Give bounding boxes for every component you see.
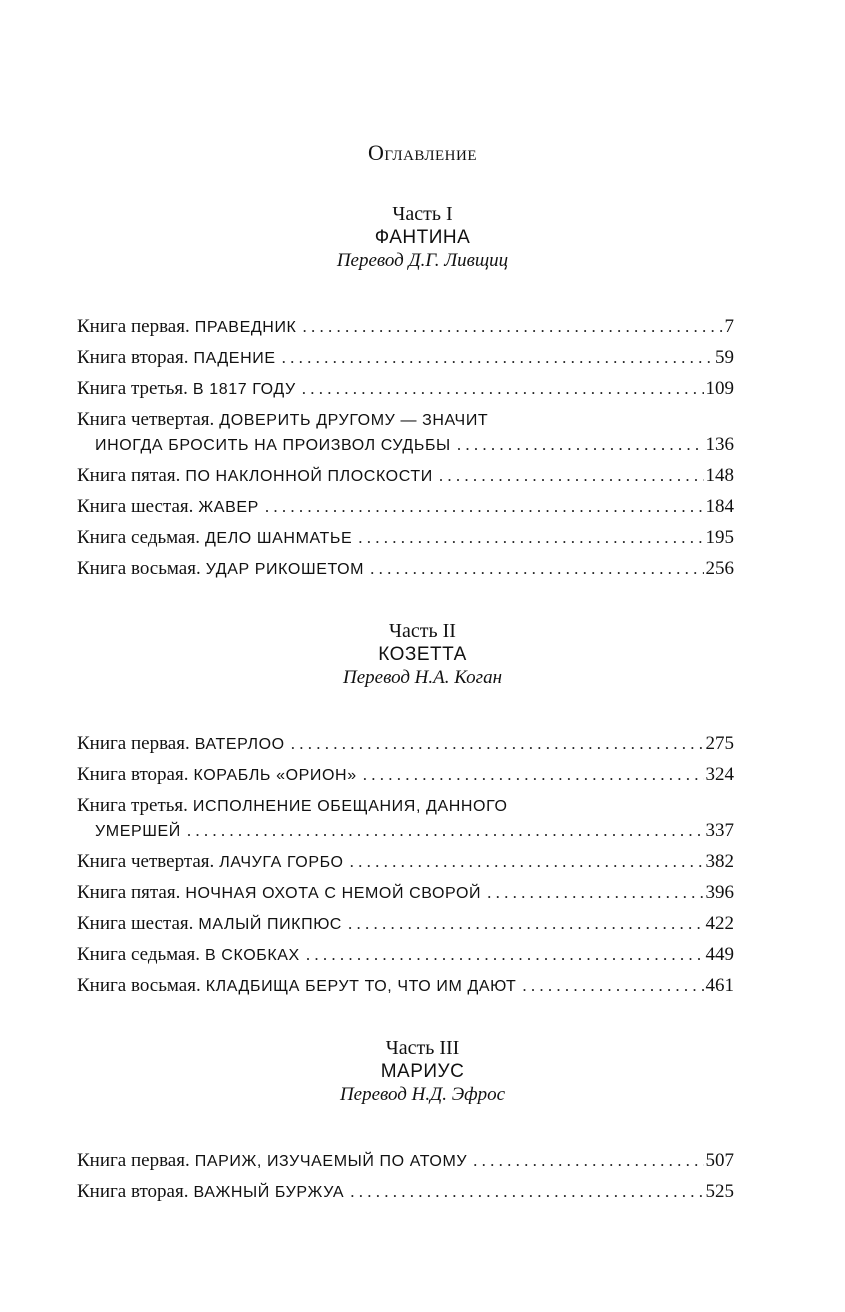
page-number: 148 bbox=[705, 465, 734, 486]
book-label: Книга вторая. bbox=[77, 347, 189, 368]
part-label: Часть I bbox=[392, 203, 453, 225]
book-title: НОЧНАЯ ОХОТА С НЕМОЙ СВОРОЙ bbox=[185, 885, 482, 902]
toc-entry[interactable] bbox=[77, 849, 734, 880]
dot-leader bbox=[473, 1148, 703, 1173]
part-1 bbox=[0, 203, 845, 272]
book-label: Книга первая. bbox=[77, 316, 190, 337]
toc-entry[interactable] bbox=[77, 973, 734, 1004]
part-label: Часть II bbox=[389, 620, 456, 642]
book-label: Книга первая. bbox=[77, 733, 190, 754]
book-label: Книга пятая. bbox=[77, 882, 181, 903]
dot-leader bbox=[358, 525, 703, 550]
part-3-entries bbox=[77, 1148, 734, 1210]
book-label: Книга третья. bbox=[77, 378, 188, 399]
book-title: ПАДЕНИЕ bbox=[193, 350, 276, 367]
book-title: ДОВЕРИТЬ ДРУГОМУ — ЗНАЧИТ bbox=[219, 412, 489, 429]
book-title: ПРАВЕДНИК bbox=[194, 319, 297, 336]
page-number: 449 bbox=[705, 944, 734, 965]
book-title: В СКОБКАХ bbox=[204, 947, 300, 964]
book-title: ПАРИЖ, ИЗУЧАЕМЫЙ ПО АТОМУ bbox=[194, 1153, 468, 1170]
toc-entry[interactable] bbox=[77, 376, 734, 407]
book-title: УДАР РИКОШЕТОМ bbox=[205, 561, 365, 578]
toc-entry[interactable] bbox=[77, 556, 734, 587]
dot-leader bbox=[439, 463, 704, 488]
book-title: ВАЖНЫЙ БУРЖУА bbox=[193, 1184, 345, 1201]
page-number: 275 bbox=[705, 733, 734, 754]
dot-leader bbox=[302, 376, 704, 401]
part-1-entries bbox=[77, 314, 734, 587]
toc-entry[interactable] bbox=[77, 1179, 734, 1210]
book-title: ИСПОЛНЕНИЕ ОБЕЩАНИЯ, ДАННОГО bbox=[192, 798, 508, 815]
page-number: 184 bbox=[705, 496, 734, 517]
part-translator: Перевод Н.А. Коган bbox=[342, 667, 502, 688]
page-number: 525 bbox=[705, 1181, 734, 1202]
page-number: 109 bbox=[705, 378, 734, 399]
toc-entry[interactable] bbox=[77, 793, 734, 849]
page-number: 337 bbox=[705, 820, 734, 841]
book-label: Книга вторая. bbox=[77, 1181, 189, 1202]
page-number: 461 bbox=[705, 975, 734, 996]
toc-entry[interactable] bbox=[77, 731, 734, 762]
book-title: МАЛЫЙ ПИКПЮС bbox=[198, 916, 342, 933]
book-label: Книга шестая. bbox=[77, 913, 194, 934]
toc-entry[interactable] bbox=[77, 407, 734, 463]
toc-entry[interactable] bbox=[77, 463, 734, 494]
book-title: КОРАБЛЬ «ОРИОН» bbox=[193, 767, 357, 784]
dot-leader bbox=[522, 973, 703, 998]
part-translator: Перевод Д.Г. Ливщиц bbox=[336, 250, 509, 271]
toc-title: Оглавление bbox=[367, 140, 478, 165]
dot-leader bbox=[487, 880, 703, 905]
dot-leader bbox=[291, 731, 704, 756]
book-label: Книга четвертая. bbox=[77, 851, 215, 872]
part-translator: Перевод Н.Д. Эфрос bbox=[339, 1084, 506, 1105]
toc-entry[interactable] bbox=[77, 880, 734, 911]
dot-leader bbox=[187, 818, 704, 843]
toc-entry[interactable] bbox=[77, 911, 734, 942]
toc-entry[interactable] bbox=[77, 942, 734, 973]
book-label: Книга четвертая. bbox=[77, 409, 215, 430]
toc-entry[interactable] bbox=[77, 762, 734, 793]
dot-leader bbox=[302, 314, 722, 339]
dot-leader bbox=[457, 432, 704, 457]
page-number: 256 bbox=[705, 558, 734, 579]
dot-leader bbox=[350, 1179, 703, 1204]
book-title-continued: ИНОГДА БРОСИТЬ НА ПРОИЗВОЛ СУДЬБЫ bbox=[95, 437, 451, 454]
toc-entry[interactable] bbox=[77, 1148, 734, 1179]
page-number: 422 bbox=[705, 913, 734, 934]
book-title-continued: УМЕРШЕЙ bbox=[95, 823, 181, 840]
dot-leader bbox=[370, 556, 703, 581]
dot-leader bbox=[265, 494, 704, 519]
page-number: 507 bbox=[705, 1150, 734, 1171]
book-label: Книга вторая. bbox=[77, 764, 189, 785]
dot-leader bbox=[363, 762, 704, 787]
toc-entry[interactable] bbox=[77, 494, 734, 525]
book-label: Книга третья. bbox=[77, 795, 188, 816]
page-number: 382 bbox=[705, 851, 734, 872]
toc-entry[interactable] bbox=[77, 314, 734, 345]
book-title: ЖАВЕР bbox=[198, 499, 259, 516]
dot-leader bbox=[348, 911, 704, 936]
page-number: 59 bbox=[715, 347, 734, 368]
book-label: Книга восьмая. bbox=[77, 558, 201, 579]
book-title: ВАТЕРЛОО bbox=[194, 736, 285, 753]
book-title: В 1817 ГОДУ bbox=[192, 381, 296, 398]
page-number: 396 bbox=[705, 882, 734, 903]
book-label: Книга пятая. bbox=[77, 465, 181, 486]
book-title: КЛАДБИЩА БЕРУТ ТО, ЧТО ИМ ДАЮТ bbox=[205, 978, 517, 995]
book-label: Книга седьмая. bbox=[77, 944, 200, 965]
part-name: МАРИУС bbox=[380, 1061, 465, 1082]
part-heading bbox=[0, 203, 845, 272]
part-heading bbox=[0, 1037, 845, 1106]
part-name: КОЗЕТТА bbox=[378, 644, 467, 665]
part-2-entries bbox=[77, 731, 734, 1004]
book-label: Книга восьмая. bbox=[77, 975, 201, 996]
book-title: ЛАЧУГА ГОРБО bbox=[219, 854, 344, 871]
toc-entry[interactable] bbox=[77, 345, 734, 376]
dot-leader bbox=[282, 345, 713, 370]
book-label: Книга седьмая. bbox=[77, 527, 200, 548]
part-2 bbox=[0, 620, 845, 689]
book-label: Книга первая. bbox=[77, 1150, 190, 1171]
book-label: Книга шестая. bbox=[77, 496, 194, 517]
dot-leader bbox=[350, 849, 704, 874]
book-title: ПО НАКЛОННОЙ ПЛОСКОСТИ bbox=[185, 468, 433, 485]
dot-leader bbox=[306, 942, 704, 967]
page-number: 324 bbox=[705, 764, 734, 785]
page-number: 136 bbox=[705, 434, 734, 455]
part-name: ФАНТИНА bbox=[374, 227, 471, 248]
book-title: ДЕЛО ШАНМАТЬЕ bbox=[204, 530, 353, 547]
part-heading bbox=[0, 620, 845, 689]
part-label: Часть III bbox=[385, 1037, 460, 1059]
part-3 bbox=[0, 1037, 845, 1106]
page-number: 7 bbox=[724, 316, 734, 337]
page-number: 195 bbox=[705, 527, 734, 548]
toc-entry[interactable] bbox=[77, 525, 734, 556]
